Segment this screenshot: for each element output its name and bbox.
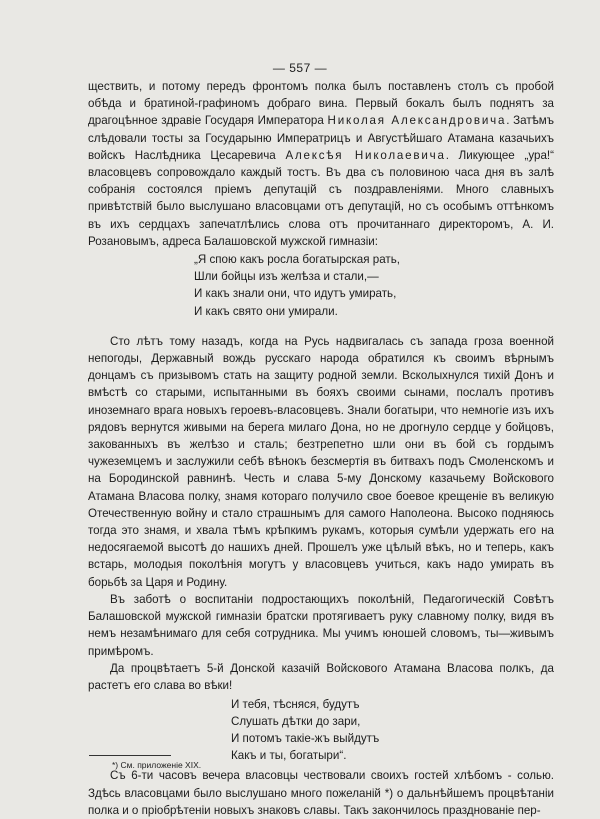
verse-1-line: И какъ свято они умирали.	[194, 304, 338, 318]
paragraph-1-part-c: . Затѣмъ слѣдовали тосты за Государыню Императрицъ и Августѣйшаго Атамана казачьихъ войскъ Наслѣдника Цесаревича	[88, 114, 554, 162]
emperor-name: Николая Александровича	[327, 114, 507, 128]
verse-1-line: И какъ знали они, что идутъ умирать,	[194, 287, 397, 301]
paragraph-1	[88, 78, 554, 250]
verse-1-line: „Я спою какъ росла богатырская рать,	[194, 253, 400, 267]
paragraph-1-part-e: . Ликующее „ура!“ власовцевъ сопровождало каждый тостъ. Въ два съ половиною часа дня въ залѣ собранія состоялся пріемъ депутацій съ поздравленіями. Много славныхъ привѣтствій было выслушано власовцами отъ депутацій, но съ особымъ оттѣнкомъ въ ихъ сердцахъ запечатлѣлись слова отъ прочитаннаго директоромъ, А. И. Розановымъ, адреса Балашовской мужской гимназіи:	[88, 148, 554, 248]
verse-1-line: Шли бойцы изъ желѣза и стали,—	[194, 270, 379, 284]
paragraph-4: Да процвѣтаетъ 5-й Донской казачій Войскового Атамана Власова полкъ, да растетъ его слава во вѣки!	[88, 661, 554, 692]
verse-1	[194, 251, 554, 320]
paragraph-5: Съ 6-ти часовъ вечера власовцы чествовали своихъ гостей хлѣбомъ - солью. Здѣсь власовцами было выслушано много пожеланій *) о дальнѣйшемъ процвѣтаніи полка и о пріобрѣтеніи новыхъ знаковъ славы. Такъ закончилось празднованіе пер-	[88, 769, 554, 817]
page-number: — 557 —	[272, 61, 328, 75]
tsesarevich-name: Алексѣя Николаевича	[285, 148, 446, 162]
body-text	[88, 78, 554, 819]
paragraph-3: Въ заботѣ о воспитаніи подростающихъ поколѣній, Педагогическій Совѣтъ Балашовской мужской гимназіи братски протягиваетъ руку славному полку, видя въ немъ незамѣнимаго для себя сотрудника. Мы учимъ юношей словомъ, ты—живымъ примѣромъ.	[88, 592, 554, 658]
spacer	[88, 322, 554, 333]
footnote: *) См. приложеніе XIX.	[112, 760, 202, 770]
verse-2-line: И потомъ такіе-жъ выйдутъ	[231, 731, 380, 745]
paragraph-2: Сто лѣтъ тому назадъ, когда на Русь надвигалась съ запада гроза военной непогоды, Державный вождь русскаго народа обратился къ своимъ вѣрнымъ донцамъ съ призывомъ стать на защиту родной земли. Всколыхнулся тихій Донъ и вмѣстѣ со старыми, испытанными въ бояхъ своими сынами, послалъ противъ иноземнаго врага новыхъ героевъ-власовцевъ. Знали богатыри, что немногіе изъ ихъ рядовъ вернутся живыми на берега милаго Дона, но не дрогнуло сердце у бойцовъ, закованныхъ въ желѣзо и сталь; безтрепетно шли они въ бой съ гордымъ чужеземцемъ и заслужили себѣ вѣнокъ безсмертія въ битвахъ подъ Смоленскомъ и на Бородинской равнинѣ. Честь и слава 5-му Донскому казачьему Войскового Атамана Власова полку, знамя котораго получило свое боевое крещеніе въ великую Отечественную войну и стало страшнымъ для самого Наполеона. Высоко подняюсь тогда это знамя, и хвала тѣмъ крѣпкимъ рукамъ, которыя сумѣли удержать его на недосягаемой высотѣ до нашихъ дней. Прошелъ уже цѣлый вѣкъ, но и теперь, какъ встарь, молодыя поколѣнія могутъ у власовцевъ учиться, какъ надо умирать въ борьбѣ за Царя и Родину.	[88, 334, 554, 589]
verse-2-line: Какъ и ты, богатыри“.	[231, 748, 347, 762]
paragraph-1-part-a: ществить, и потому передъ фронтомъ полка былъ поставленъ столъ съ пробой обѣда и братиной-графиномъ добраго вина. Первый бокалъ былъ поднятъ за драгоцѣнное здравіе Государя Императора	[88, 80, 554, 128]
verse-2	[231, 697, 554, 764]
verse-2-line: Слушать дѣтки до зари,	[231, 714, 361, 728]
verse-2-line: И тебя, тѣсняся, будутъ	[231, 698, 360, 712]
footnote-divider	[89, 755, 171, 756]
